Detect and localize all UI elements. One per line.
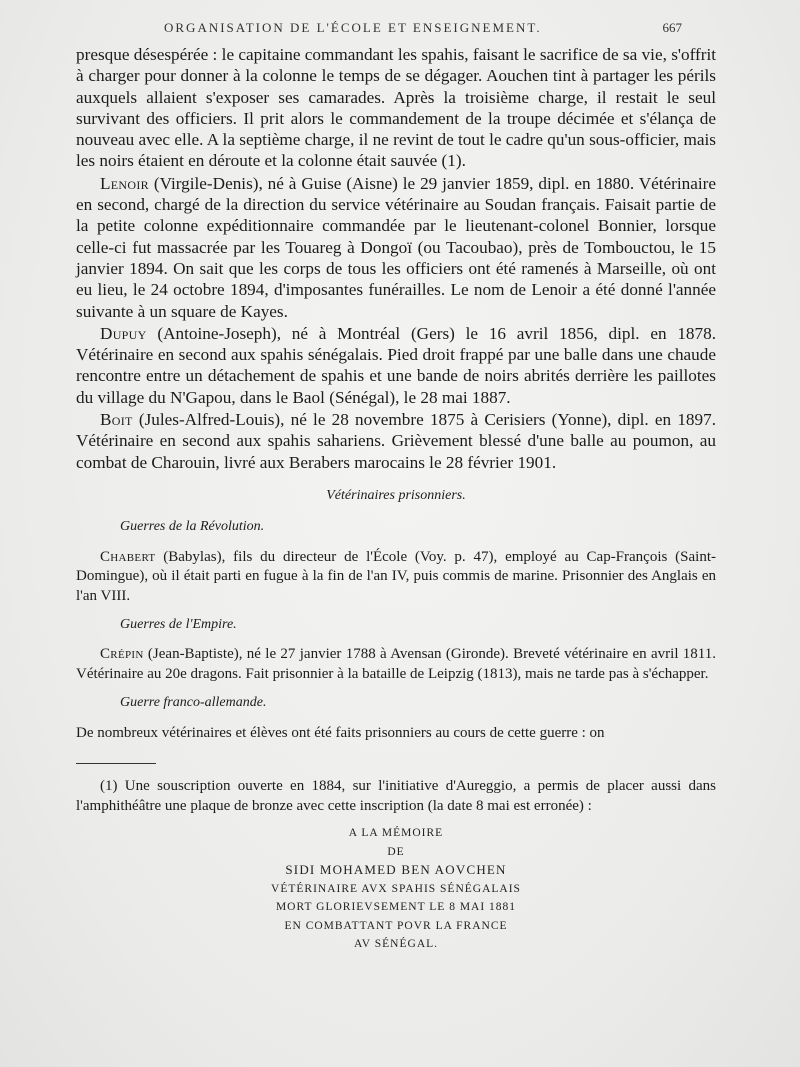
person-name-boit: Boit: [100, 410, 133, 430]
page-number: 667: [662, 20, 682, 35]
subsection-empire: Guerres de l'Empire.: [120, 617, 237, 633]
section-title: Vétérinaires prisonniers.: [326, 487, 466, 503]
inscription-line-2: DE: [387, 845, 405, 858]
inscription-line-4: VÉTÉRINAIRE AVX SPAHIS SÉNÉGALAIS: [271, 882, 521, 895]
inscription-line-3: SIDI MOHAMED BEN AOVCHEN: [285, 862, 507, 878]
paragraph-crepin-text: (Jean-Baptiste), né le 27 janvier 1788 à Avensan (Gironde). Breveté vétérinaire en avril 1811. Vétérinaire au 20e dragons. Fait prisonnier à la bataille de Leipzig (1813), mais ne tarde pas à s'échapper.: [76, 646, 716, 682]
paragraph-continuation: presque désespérée : le capitaine commandant les spahis, faisant le sacrifice de sa vie, s'offrit à charger pour donner à la colonne le temps de se dégager. Aouchen tint à partager les périls auxquels allaient s'exposer ses camarades. Après la troisième charge, il restait le seul survivant des officiers. Il prit alors le commandement de la troupe décimée et s'élança de nouveau avec elle. A la septième charge, il ne revint de tout le cadre qu'un sous-officier, mais les noirs étaient en déroute et la colonne était sauvée (1).: [76, 45, 716, 171]
inscription-line-5: MORT GLORIEVSEMENT LE 8 MAI 1881: [275, 901, 517, 914]
inscription-block: [76, 824, 716, 954]
paragraph-franco: De nombreux vétérinaires et élèves ont été faits prisonniers au cours de cette guerre : on: [76, 724, 605, 741]
paragraph-crepin: [76, 645, 716, 684]
person-name-chabert: Chabert: [100, 548, 156, 565]
paragraph-lenoir-text: (Virgile-Denis), né à Guise (Aisne) le 29 janvier 1859, dipl. en 1880. Vétérinaire en second, chargé de la direction du service vétérinaire au Soudan français. Faisait partie de la petite colonne expéditionnaire commandée par le lieutenant-colonel Bonnier, lorsque celle-ci fut massacrée par les Touareg à Dongoï (ou Tacoubao), près de Tombouctou, le 15 janvier 1894. On sait que les corps de tous les officiers ont été ramenés à Marseille, où ont eu lieu, le 24 octobre 1894, d'imposantes funérailles. Le nom de Lenoir a été donné l'année suivante à un square de Kayes.: [76, 173, 716, 321]
paragraph-chabert-text: (Babylas), fils du directeur de l'École (Voy. p. 47), employé au Cap-François (Saint-Domingue), où il était parti en fugue à la fin de l'an IV, puis commis de marine. Prisonnier des Anglais en l'an VIII.: [76, 548, 716, 604]
subsection-revolution: Guerres de la Révolution.: [120, 519, 265, 535]
person-name-lenoir: Lenoir: [100, 173, 149, 193]
footnote: [76, 776, 716, 816]
inscription-line-6: EN COMBATTANT POVR LA FRANCE: [284, 919, 508, 932]
paragraph-lenoir: [76, 173, 716, 322]
subsection-franco: Guerre franco-allemande.: [120, 695, 267, 711]
inscription-line-1: A LA MÉMOIRE: [348, 827, 444, 840]
paragraph-boit: [76, 409, 716, 473]
paragraph-dupuy-text: (Antoine-Joseph), né à Montréal (Gers) le 16 avril 1856, dipl. en 1878. Vétérinaire en second aux spahis sénégalais. Pied droit frappé par une balle dans une chaude rencontre entre un détachement de spahis et une bande de noirs abrités derrière les paillotes du village du N'Gapou, dans le Baol (Sénégal), le 28 mai 1887.: [76, 323, 716, 407]
person-name-dupuy: Dupuy: [100, 323, 147, 343]
inscription-line-7: AV SÉNÉGAL.: [353, 938, 439, 951]
paragraph-boit-text: (Jules-Alfred-Louis), né le 28 novembre 1875 à Cerisiers (Yonne), dipl. en 1897. Vétérinaire en second aux spahis sahariens. Grièvement blessé d'une balle au poumon, au combat de Charouin, livré aux Berabers marocains le 28 février 1901.: [76, 410, 716, 472]
person-name-crepin: Crépin: [100, 646, 144, 663]
paragraph-chabert: [76, 548, 716, 607]
running-header: ORGANISATION DE L'ÉCOLE ET ENSEIGNEMENT.: [164, 20, 542, 35]
paragraph-dupuy: [76, 323, 716, 408]
main-text: [76, 44, 716, 954]
footnote-divider: [76, 763, 156, 764]
footnote-text: (1) Une souscription ouverte en 1884, sur l'initiative d'Aureggio, a permis de placer aussi dans l'amphithéâtre une plaque de bronze avec cette inscription (la date 8 mai est erronée) :: [76, 778, 716, 815]
